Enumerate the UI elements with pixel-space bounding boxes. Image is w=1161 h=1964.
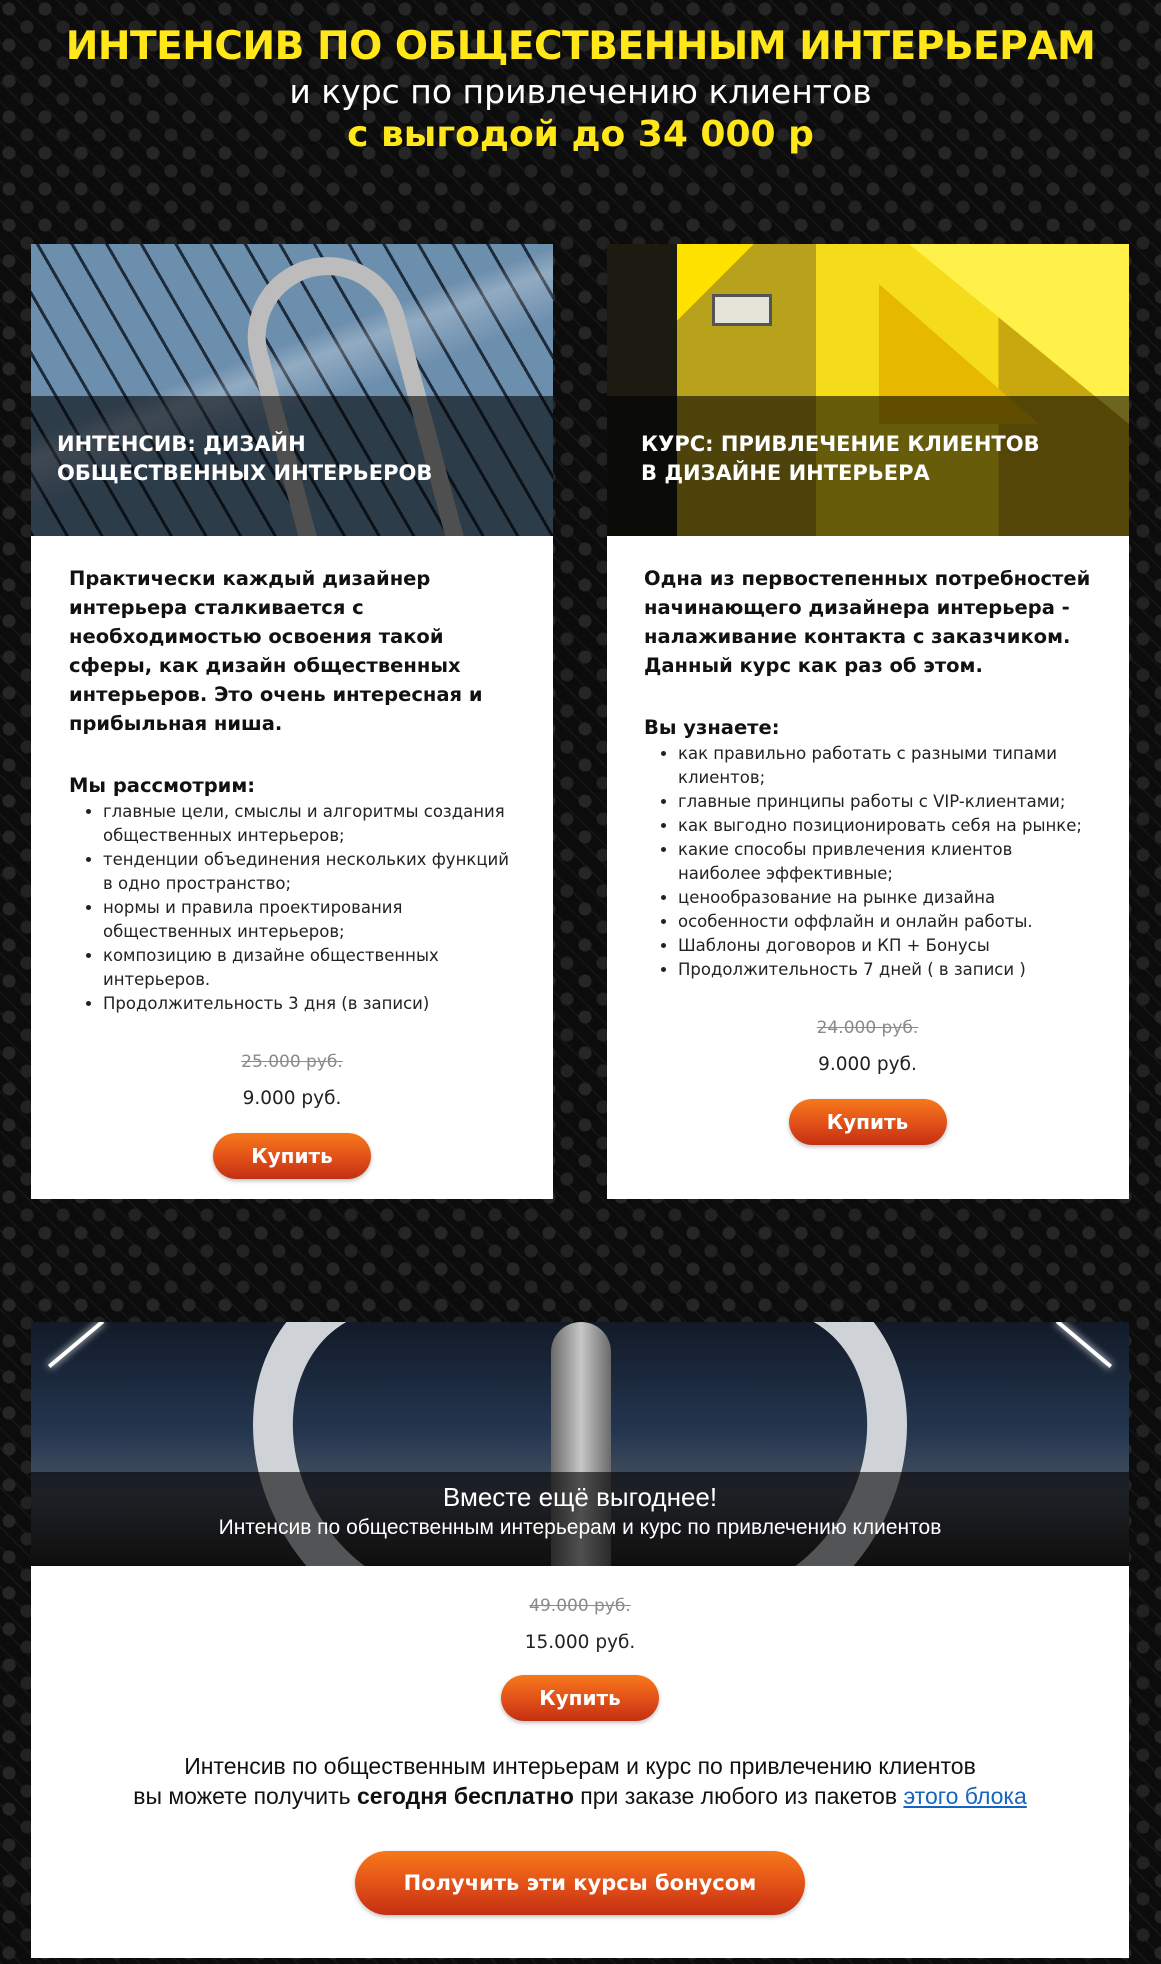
bonus-highlight: сегодня бесплатно: [356, 1783, 574, 1809]
card-title-overlay: [31, 396, 553, 536]
bundle-heading: Вместе ещё выгоднее!: [442, 1482, 718, 1512]
list-item: • ценообразование на рынке дизайна: [678, 886, 1091, 910]
hero-title: ИНТЕНСИВ ПО ОБЩЕСТВЕННЫМ ИНТЕРЬЕРАМ: [65, 24, 1096, 69]
card-title-overlay: [607, 396, 1129, 536]
card-intro: Одна из первостепенных потребностей начинающего дизайнера интерьера - налаживание контакта с заказчиком. Данный курс как раз об этом.: [644, 567, 1091, 677]
bundle-cover-image: [31, 1322, 1129, 1566]
card-title: КУРС: ПРИВЛЕЧЕНИЕ КЛИЕНТОВ В ДИЗАЙНЕ ИНТЕРЬЕРА: [641, 432, 1040, 485]
list-heading: Мы рассмотрим:: [69, 774, 256, 797]
bundle-offer: [31, 1322, 1129, 1958]
list-item: • какие способы привлечения клиентов наиболее эффективные;: [678, 838, 1091, 886]
list-item: • как выгодно позиционировать себя на рынке;: [678, 814, 1091, 838]
list-item: • особенности оффлайн и онлайн работы.: [678, 910, 1091, 934]
client-course-card: [607, 244, 1129, 1199]
list-item: • главные цели, смыслы и алгоритмы создания общественных интерьеров;: [103, 800, 515, 848]
hero-subtitle: и курс по привлечению клиентов: [289, 72, 872, 111]
card-intro: Практически каждый дизайнер интерьера сталкивается с необходимостью освоения такой сферы, как дизайн общественных интерьеров. Это очень интересная и прибыльная ниша.: [69, 567, 483, 735]
this-block-link[interactable]: этого блока: [903, 1783, 1027, 1809]
light-strip-shape: [1056, 1322, 1112, 1368]
list-item: • как правильно работать с разными типами клиентов;: [678, 742, 1091, 790]
hero-discount: с выгодой до 34 000 р: [347, 114, 814, 155]
intensive-cover-image: [31, 244, 553, 536]
list-item: • главные принципы работы с VIP-клиентами;: [678, 790, 1091, 814]
bundle-title-overlay: [31, 1472, 1129, 1566]
list-item: • композицию в дизайне общественных интерьеров.: [103, 944, 515, 992]
card-title: ИНТЕНСИВ: ДИЗАЙН ОБЩЕСТВЕННЫХ ИНТЕРЬЕРОВ: [57, 432, 433, 485]
list-heading: Вы узнаете:: [644, 716, 780, 739]
intensive-card: [31, 244, 553, 1199]
old-price: 24.000 руб.: [816, 1018, 919, 1038]
new-price: 9.000 руб.: [242, 1088, 342, 1109]
list-item: • тенденции объединения нескольких функций в одно пространство;: [103, 848, 515, 896]
buy-bundle-button[interactable]: Купить: [501, 1675, 659, 1721]
buy-button[interactable]: Купить: [789, 1099, 947, 1145]
topics-list: [69, 800, 515, 1016]
new-price: 9.000 руб.: [818, 1054, 917, 1075]
old-price: 49.000 руб.: [529, 1596, 631, 1616]
old-price: 25.000 руб.: [241, 1052, 343, 1072]
buy-button[interactable]: Купить: [213, 1133, 371, 1179]
bonus-note: Интенсив по общественным интерьерам и курс по привлечению клиентов вы можете получить сегодня бесплатно при заказе любого из пакетов этого блока: [133, 1753, 1027, 1809]
get-bonus-courses-button[interactable]: Получить эти курсы бонусом: [355, 1851, 805, 1915]
client-course-cover-image: [607, 244, 1129, 536]
list-item: • Продолжительность 7 дней ( в записи ): [678, 958, 1091, 982]
bundle-subheading: Интенсив по общественным интерьерам и курс по привлечению клиентов: [218, 1516, 942, 1539]
list-item: • Продолжительность 3 дня (в записи): [103, 992, 515, 1016]
hero-header: [0, 22, 1161, 158]
topics-list: [644, 742, 1091, 982]
new-price: 15.000 руб.: [524, 1632, 636, 1653]
light-strip-shape: [48, 1322, 104, 1368]
ceiling-vent-shape: [712, 294, 772, 326]
list-item: • нормы и правила проектирования общественных интерьеров;: [103, 896, 515, 944]
list-item: • Шаблоны договоров и КП + Бонусы: [678, 934, 1091, 958]
